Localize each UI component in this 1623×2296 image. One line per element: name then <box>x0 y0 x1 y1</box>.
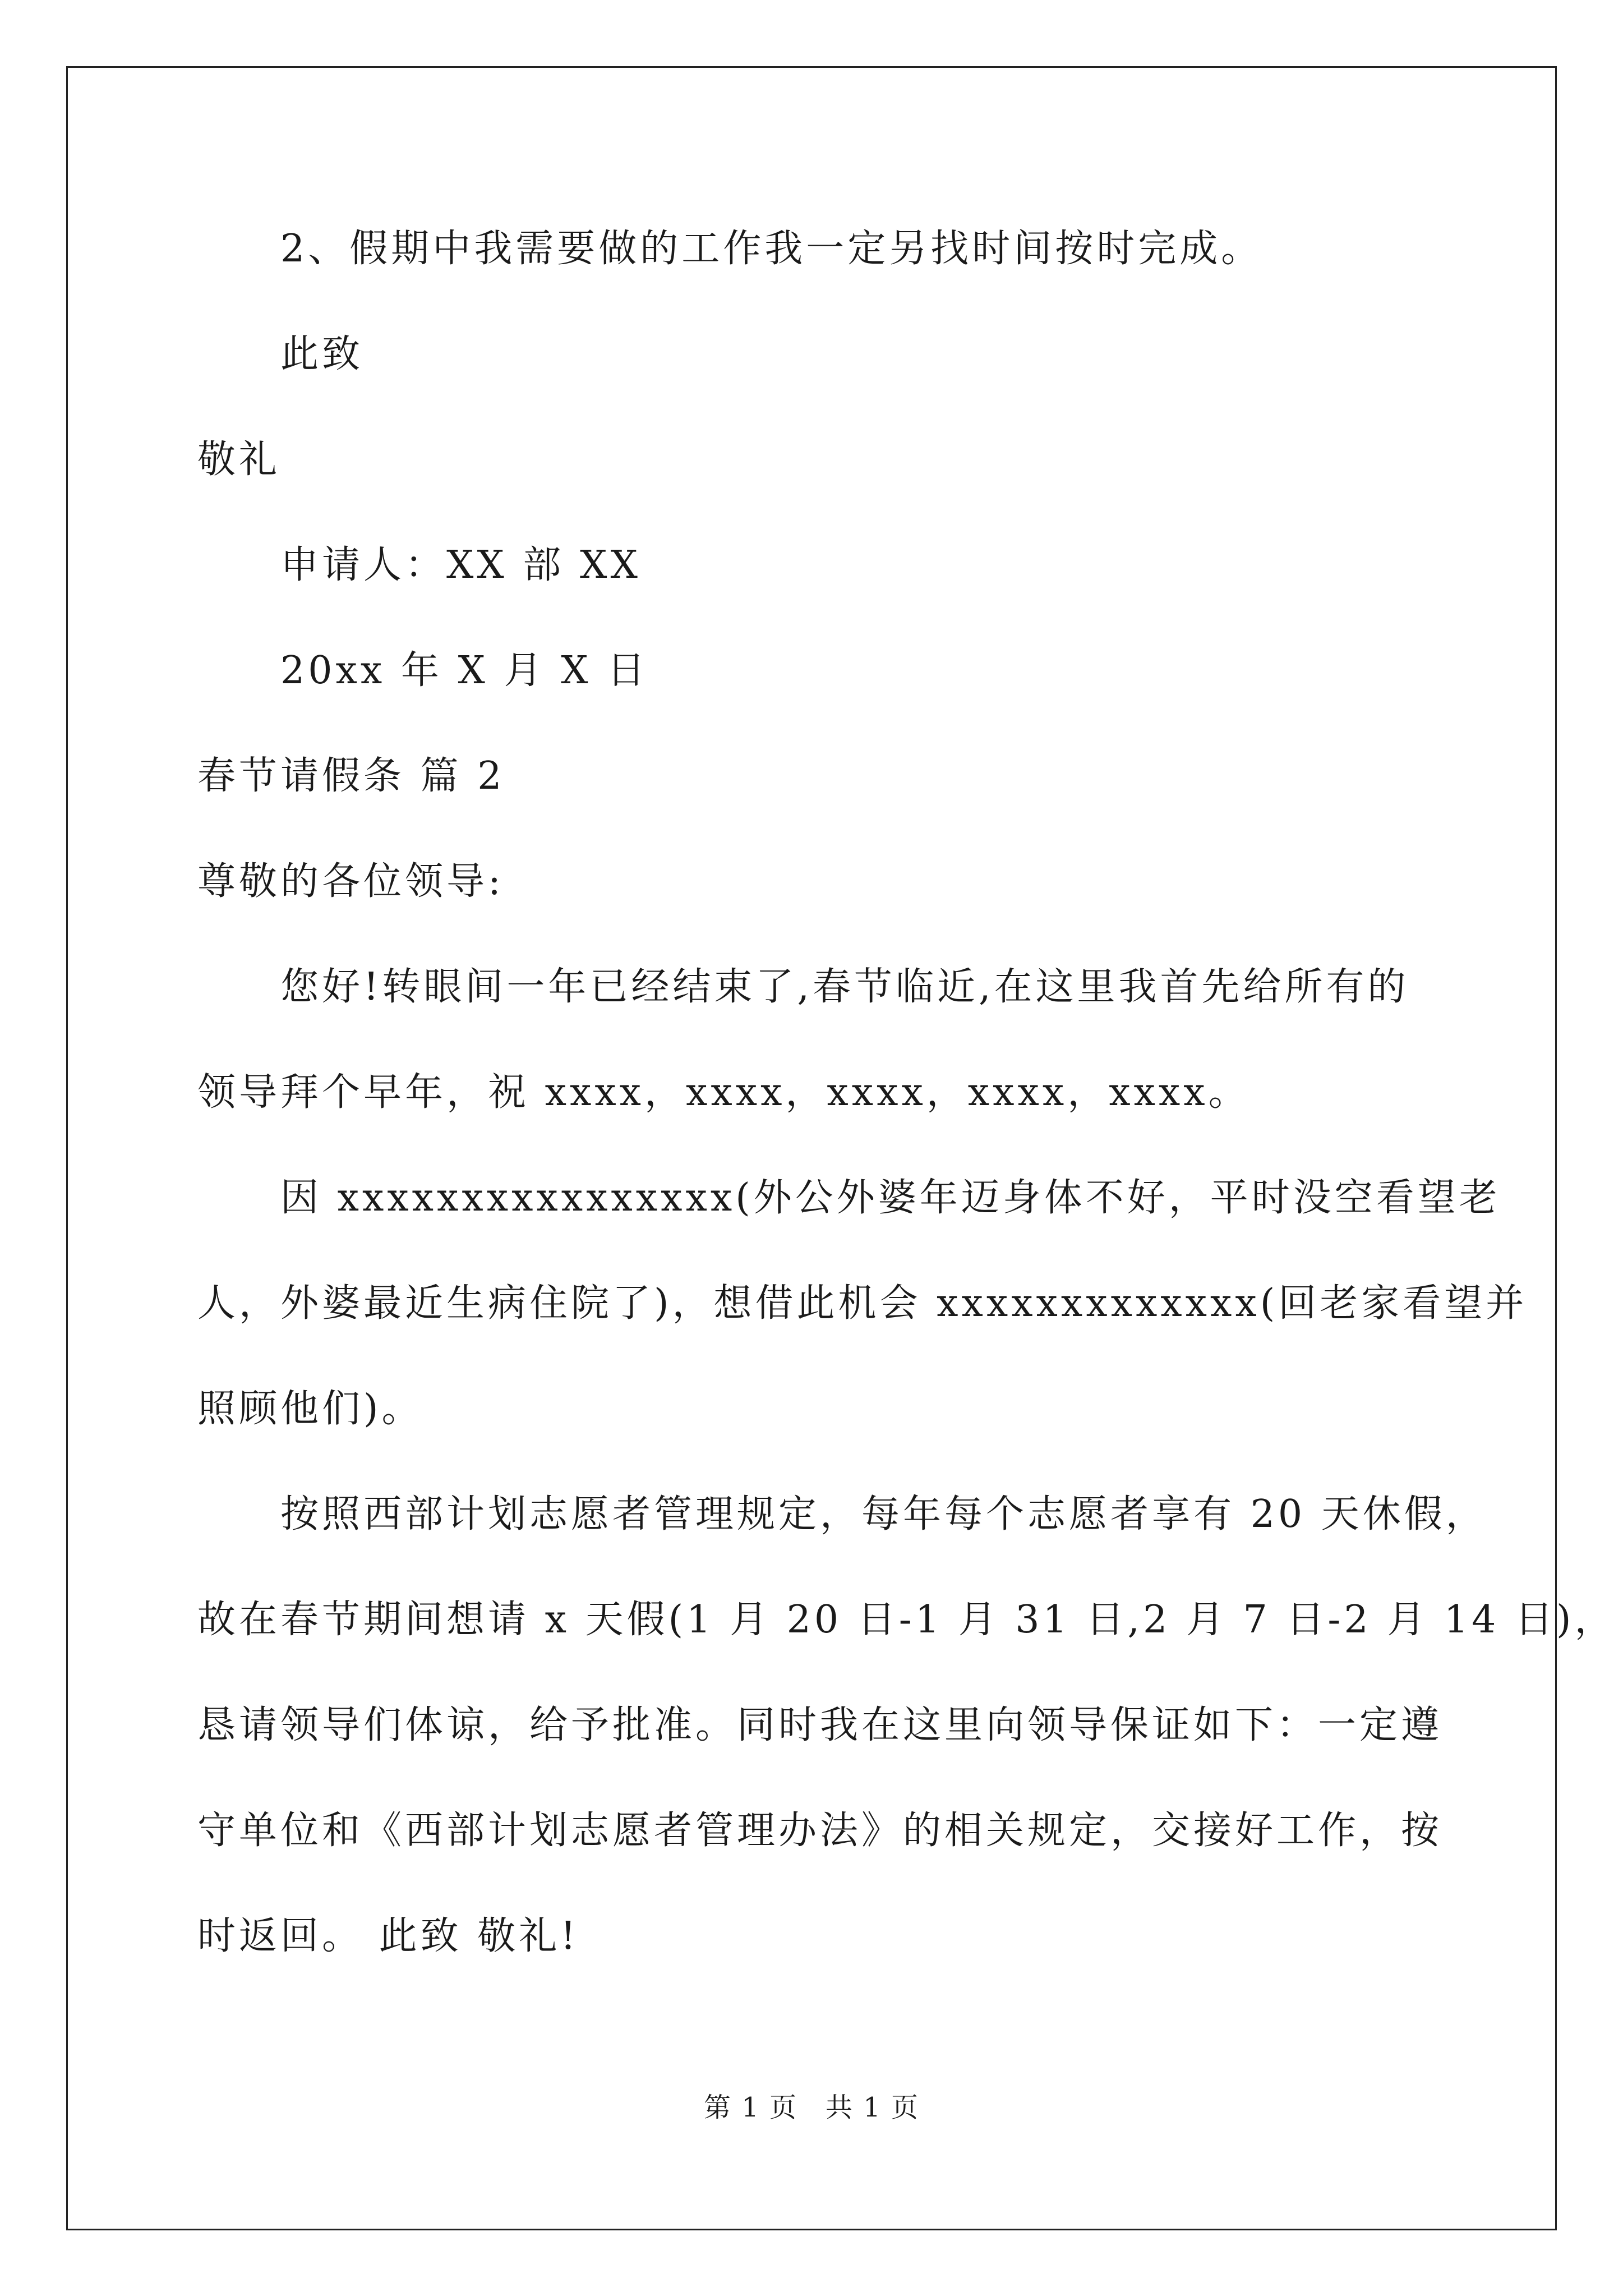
body-line: 领导拜个早年，祝 xxxx，xxxx，xxxx，xxxx，xxxx。 <box>197 1070 1250 1115</box>
body-line: 照顾他们)。 <box>197 1387 423 1431</box>
document-body <box>197 196 1616 1989</box>
body-line: 您好!转眼间一年已经结束了,春节临近,在这里我首先给所有的 <box>280 965 1409 1009</box>
date-line: 20xx 年 X 月 X 日 <box>280 648 649 693</box>
page-number-current: 第 1 页 <box>703 2092 797 2123</box>
body-line: 故在春节期间想请 x 天假(1 月 20 日-1 月 31 日,2 月 7 日-2 月 14 日)， <box>197 1598 1616 1642</box>
closing-cizhi: 此致 <box>280 332 364 376</box>
page-footer <box>0 2086 1623 2124</box>
salutation: 尊敬的各位领导: <box>197 859 504 904</box>
section-heading: 春节请假条 篇 2 <box>197 754 505 798</box>
body-line: 按照西部计划志愿者管理规定，每年每个志愿者享有 20 天休假， <box>280 1492 1487 1536</box>
body-line: 恳请领导们体谅，给予批准。同时我在这里向领导保证如下：一定遵 <box>197 1703 1443 1747</box>
body-line: 2、假期中我需要做的工作我一定另找时间按时完成。 <box>280 227 1263 271</box>
body-line: 人，外婆最近生病住院了)，想借此机会 xxxxxxxxxxxxx(回老家看望并 <box>197 1281 1528 1326</box>
body-line: 因 xxxxxxxxxxxxxxxx(外公外婆年迈身体不好，平时没空看望老 <box>280 1176 1501 1220</box>
body-line: 守单位和《西部计划志愿者管理办法》的相关规定，交接好工作，按 <box>197 1809 1443 1853</box>
page-number-total: 共 1 页 <box>826 2092 920 2123</box>
body-line: 时返回。 此致 敬礼! <box>197 1914 579 1958</box>
closing-jingli: 敬礼 <box>197 438 281 482</box>
applicant-line: 申请人：XX 部 XX <box>280 543 641 587</box>
